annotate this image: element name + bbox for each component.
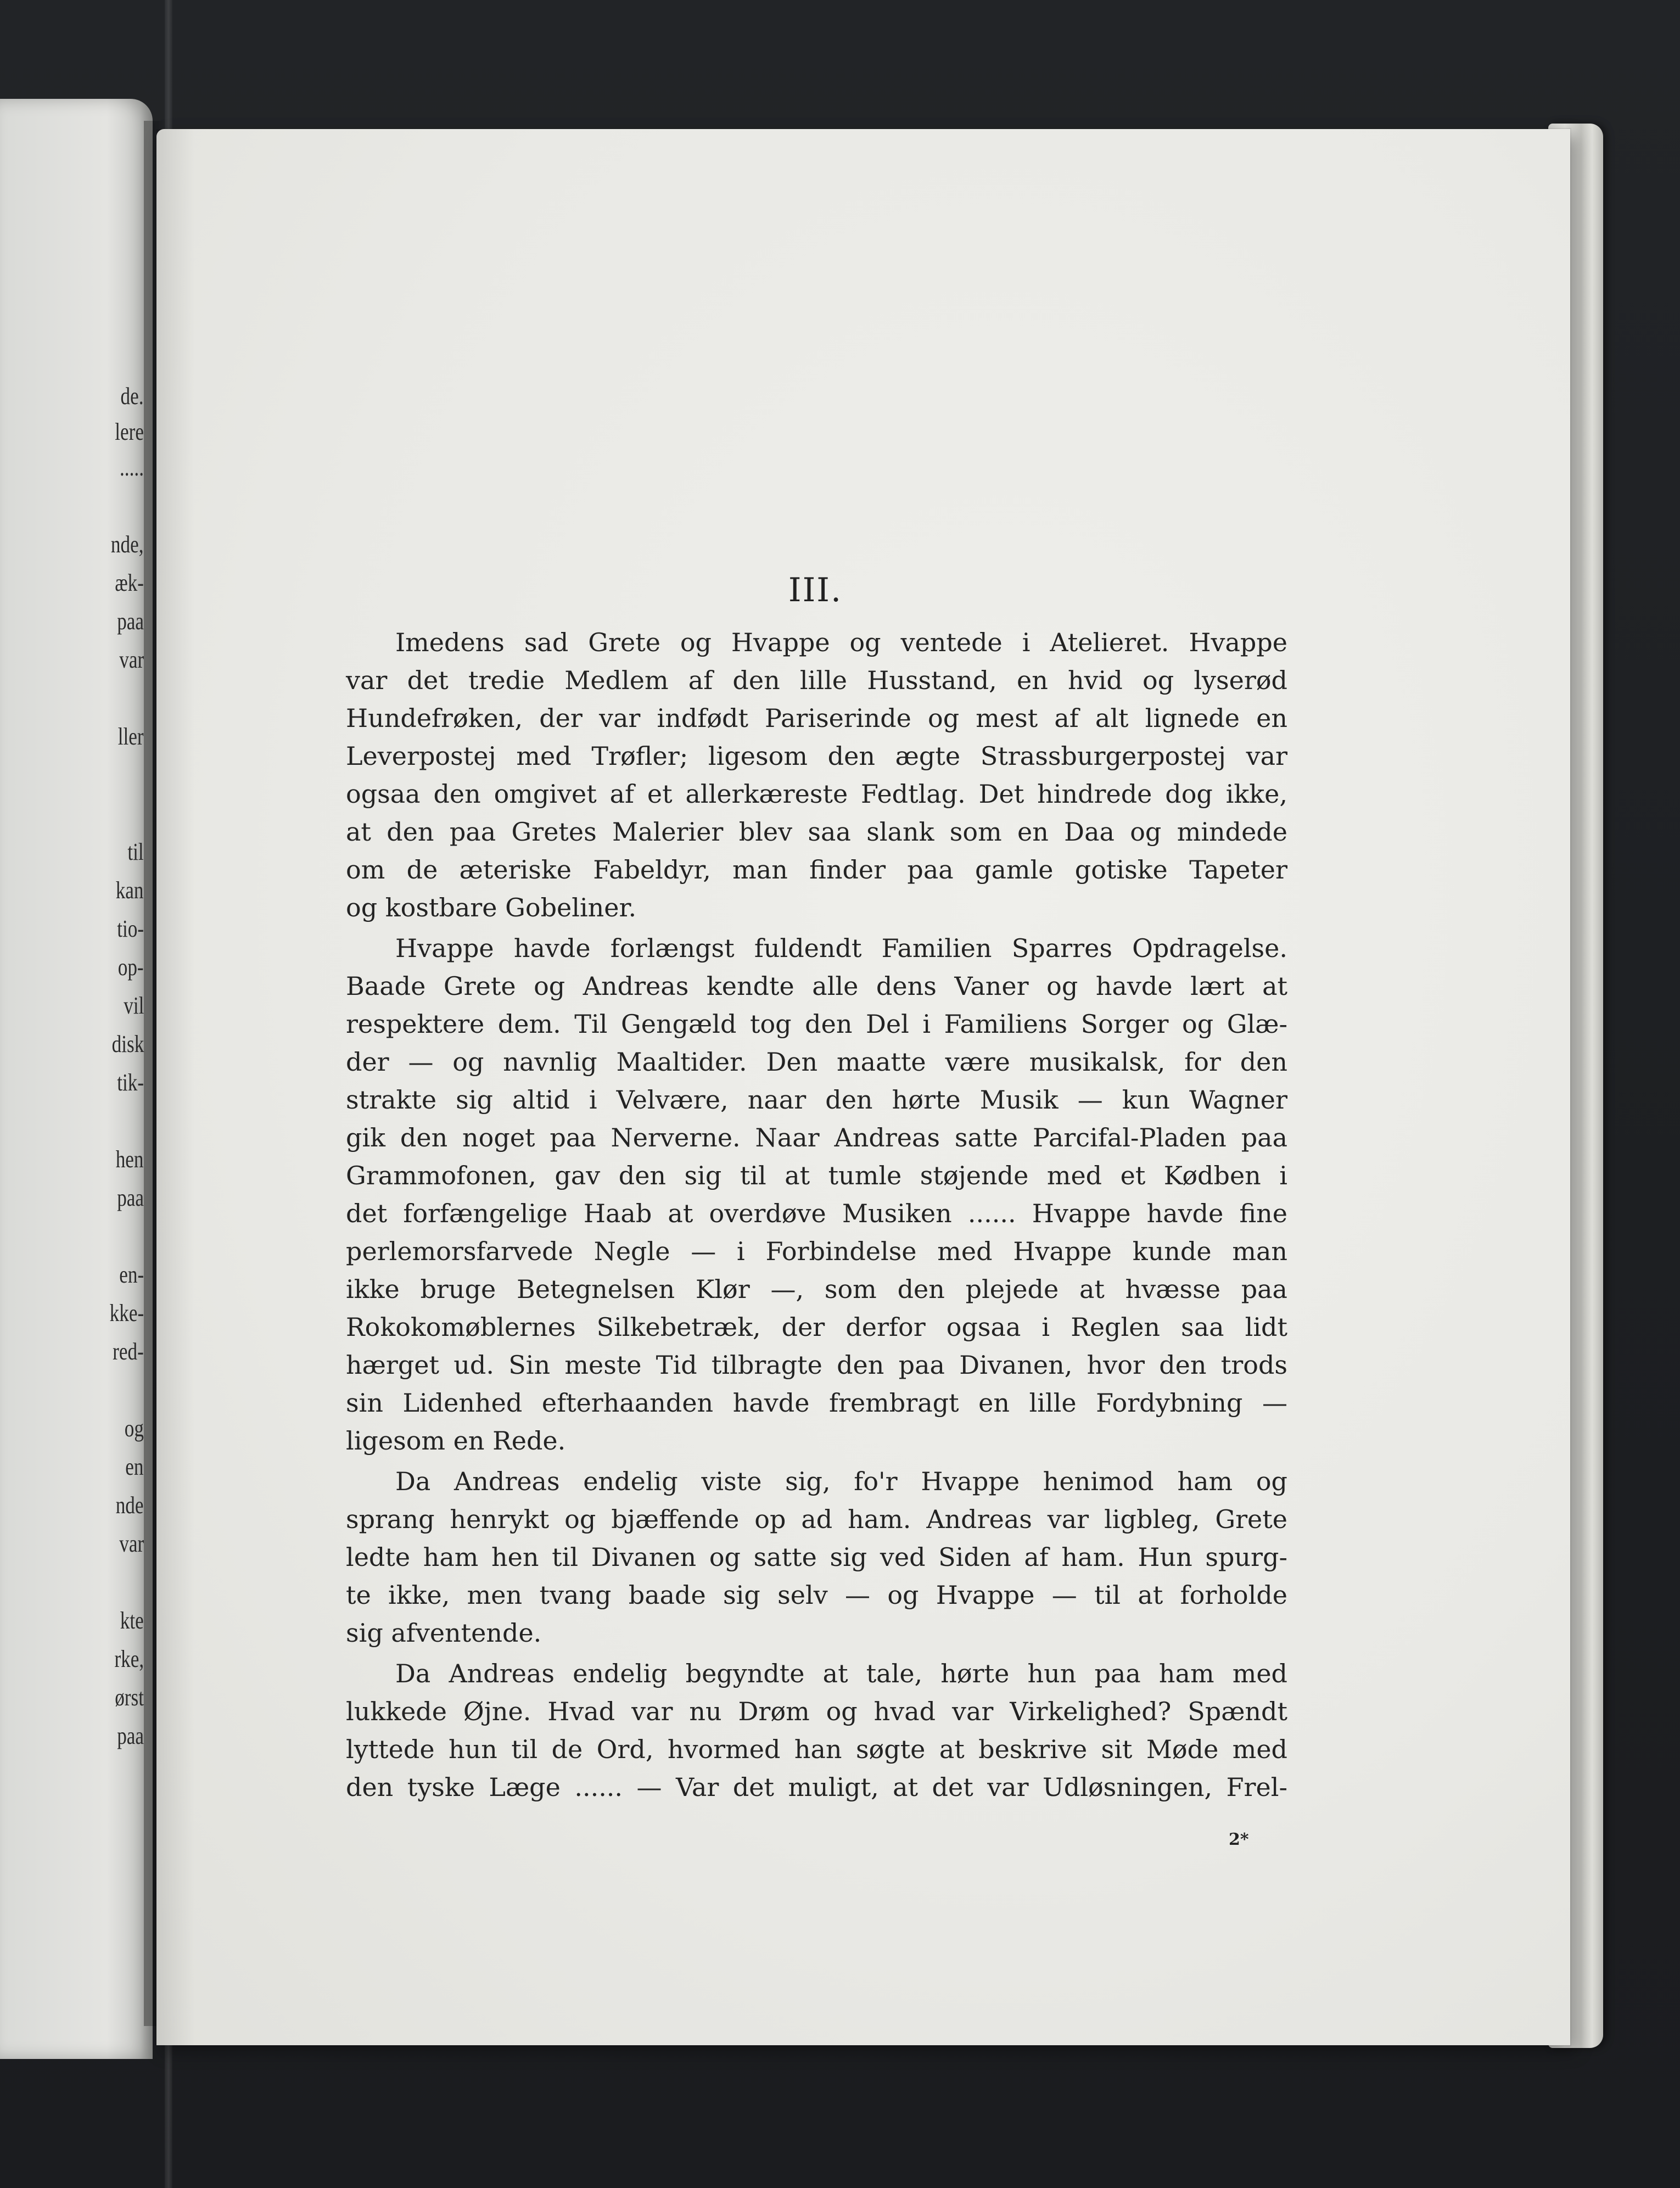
body-text-line: om de æteriske Fabeldyr, man finder paa gamle gotiske Tapeter [346, 855, 1287, 885]
previous-page-line: til [127, 838, 144, 865]
body-text-line: perlemorsfarvede Negle — i Forbindelse med Hvappe kunde man [346, 1236, 1287, 1266]
page-number: 2* [1229, 1830, 1249, 1849]
previous-page-line: paa [117, 1184, 144, 1211]
previous-page-line: vil [123, 992, 144, 1019]
previous-page-line: kan [116, 877, 144, 904]
previous-page-line: rke, [114, 1646, 144, 1672]
body-text-line: Imedens sad Grete og Hvappe og ventede i Atelieret. Hvappe [395, 628, 1287, 657]
previous-page-line: var [119, 1530, 144, 1557]
body-text-line: at den paa Gretes Malerier blev saa slank som en Daa og mindede [346, 817, 1287, 847]
body-text-line: Hundefrøken, der var indfødt Pariserinde og mest af alt lignede en [346, 703, 1287, 733]
body-text-line: strakte sig altid i Velvære, naar den hørte Musik — kun Wagner [346, 1085, 1287, 1115]
previous-page-line: tik- [117, 1069, 144, 1096]
body-text-line: Leverpostej med Trøfler; ligesom den ægte Strassburgerpostej var [346, 741, 1287, 771]
body-text-line: der — og navnlig Maaltider. Den maatte være musikalsk, for den [346, 1047, 1287, 1077]
body-text-line: ikke bruge Betegnelsen Klør —, som den plejede at hvæsse paa [346, 1274, 1287, 1304]
body-text-line: Da Andreas endelig begyndte at tale, hørte hun paa ham med [395, 1659, 1287, 1688]
body-text-line: gik den noget paa Nerverne. Naar Andreas satte Parcifal-Pladen paa [346, 1123, 1287, 1152]
previous-page-line: var [119, 646, 144, 673]
previous-page-line: de. [120, 383, 144, 410]
previous-page-line: tio- [117, 915, 144, 942]
previous-page-line: paa [117, 608, 144, 635]
previous-page-line: kte [120, 1607, 144, 1634]
body-text-line: Da Andreas endelig viste sig, fo'r Hvappe henimod ham og [395, 1467, 1287, 1496]
body-text-line: Rokokomøblernes Silkebetræk, der derfor ogsaa i Reglen saa lidt [346, 1312, 1287, 1342]
body-text-line: sig afventende. [346, 1618, 542, 1648]
page-gutter-shade [156, 129, 195, 2045]
body-text-line: ligesom en Rede. [346, 1426, 566, 1456]
previous-page-line: ..... [120, 454, 144, 481]
previous-page-line: kke- [109, 1300, 144, 1327]
body-text-line: ledte ham hen til Divanen og satte sig ved Siden af ham. Hun spurg- [346, 1542, 1287, 1572]
previous-page-line: lere [115, 418, 144, 445]
body-text-line: te ikke, men tvang baade sig selv — og Hvappe — til at forholde [346, 1580, 1287, 1610]
body-text-line: lyttede hun til de Ord, hvormed han søgte at beskrive sit Møde med [346, 1734, 1287, 1764]
body-text-line: sin Lidenhed efterhaanden havde frembragt en lille Fordybning — [346, 1388, 1287, 1418]
previous-page-line: nde, [111, 531, 144, 558]
previous-page-line: hen [116, 1146, 144, 1173]
body-text-line: var det tredie Medlem af den lille Husstand, en hvid og lyserød [346, 665, 1287, 695]
chapter-heading: III. [788, 571, 843, 609]
body-text-line: den tyske Læge ...... — Var det muligt, at det var Udløsningen, Frel- [346, 1772, 1287, 1802]
body-text-line: sprang henrykt og bjæffende op ad ham. Andreas var ligbleg, Grete [346, 1504, 1287, 1534]
previous-page-line: og [124, 1415, 144, 1442]
previous-page-line: ller [118, 723, 144, 750]
body-text-line: og kostbare Gobeliner. [346, 893, 637, 922]
body-text-line: Grammofonen, gav den sig til at tumle støjende med et Kødben i [346, 1161, 1287, 1190]
body-text-line: ogsaa den omgivet af et allerkæreste Fedtlag. Det hindrede dog ikke, [346, 779, 1287, 809]
previous-page-line: en- [119, 1261, 144, 1288]
body-text-line: Baade Grete og Andreas kendte alle dens Vaner og havde lært at [346, 971, 1287, 1001]
previous-page-line: ørst [115, 1684, 144, 1711]
previous-page-line: nde [116, 1492, 144, 1519]
previous-page-line: æk- [115, 569, 144, 596]
previous-page-line: paa [117, 1722, 144, 1749]
previous-page-line: en [125, 1453, 144, 1480]
body-text-line: Hvappe havde forlængst fuldendt Familien Sparres Opdragelse. [395, 933, 1287, 963]
previous-page-line: red- [113, 1338, 144, 1365]
body-text-line: hærget ud. Sin meste Tid tilbragte den paa Divanen, hvor den trods [346, 1350, 1287, 1380]
previous-page [0, 99, 153, 2059]
body-text-line: lukkede Øjne. Hvad var nu Drøm og hvad var Virkelighed? Spændt [346, 1697, 1287, 1726]
previous-page-line: op- [118, 954, 144, 981]
previous-page-line: disk [111, 1031, 144, 1057]
body-text-line: det forfængelige Haab at overdøve Musiken ...... Hvappe havde fine [346, 1199, 1287, 1228]
body-text-line: respektere dem. Til Gengæld tog den Del i Familiens Sorger og Glæ- [346, 1009, 1287, 1039]
